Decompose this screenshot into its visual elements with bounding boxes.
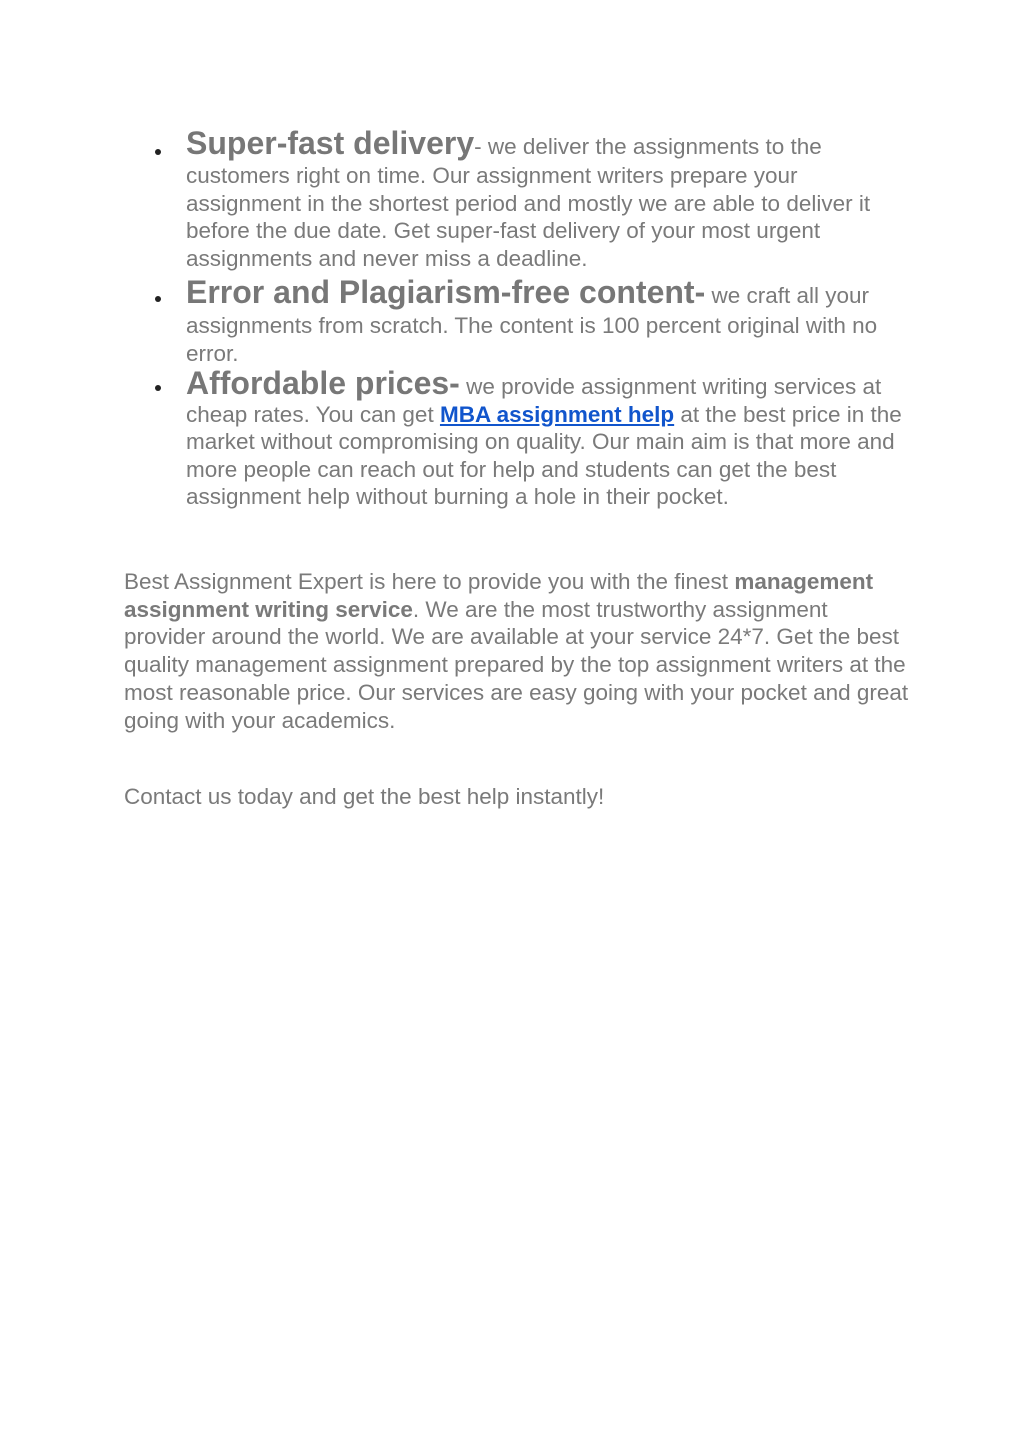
features-list (186, 124, 906, 511)
paragraph-text: Best Assignment Expert is here to provide you with the finest (124, 569, 735, 594)
paragraph-text: . We are the most trustworthy assignment provider around the world. We are available at your service 24*7. Get the best quality management assignment prepared by the top assignment writers at the most reasonable price. Our services are easy going with your pocket and great going with your academics. (124, 596, 909, 733)
list-item-text: - we deliver the assignments to the customers right on time. Our assignment writers prepare your assignment in the shortest period and mostly we are able to deliver it before the due date. Get super-fast delivery of your most urgent assignments and never miss a deadline. (186, 134, 871, 271)
bullet-icon (155, 385, 161, 391)
list-item-super-fast-delivery (186, 124, 906, 272)
intro-paragraph (124, 568, 914, 734)
list-item-text: we craft all your assignments from scratch. The content is 100 percent original with no error. (186, 283, 878, 366)
bullet-icon (155, 296, 161, 302)
list-item-heading: Affordable prices- (186, 365, 460, 401)
paragraph-bold-text: management assignment writing service (124, 569, 874, 622)
list-item-text: we provide assignment writing services at cheap rates. You can get (186, 374, 882, 427)
list-item-heading: Super-fast delivery (186, 125, 475, 161)
list-item-heading: Error and Plagiarism-free content- (186, 274, 706, 310)
list-item-text: at the best price in the market without compromising on quality. Our main aim is that more and more people can reach out for help and students can get the best assignment help without burning a hole in their pocket. (186, 401, 902, 509)
list-item-affordable-prices (186, 367, 906, 511)
contact-paragraph: Contact us today and get the best help instantly! (124, 784, 605, 809)
mba-assignment-help-link[interactable]: MBA assignment help (439, 401, 675, 427)
bullet-icon (155, 149, 161, 155)
list-item-plagiarism-free (186, 272, 906, 367)
